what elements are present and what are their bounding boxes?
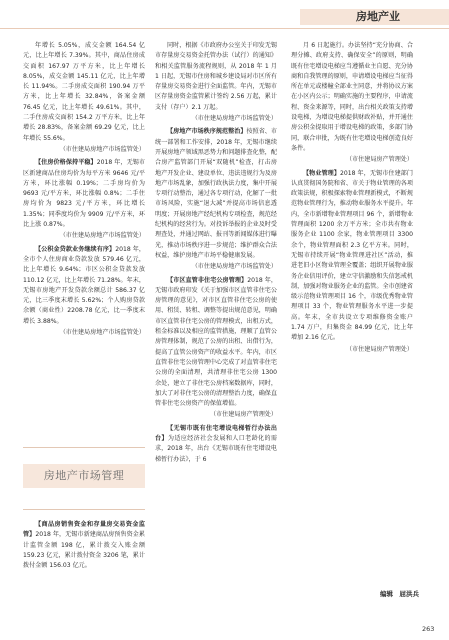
section-heading: 【市区直管非住宅公房管理】: [167, 276, 248, 284]
paragraph: [155, 127, 277, 261]
banner-divider: [23, 509, 145, 510]
page-header: [0, 0, 449, 36]
paragraph: [155, 276, 277, 410]
paragraph: 同时，根据《市政府办公室关于印发无锡市存量房交易资金托管办法（试行）的通知》和相关监管服务流程规则，从 2018 年 1 月 1 日起，无锡市住房和城乡建设局对市区所有存量房交易资金进行全面监管。年内，无锡市区存量房资金监管累计签约 2.56 万起，累计支付（存户）2.1 万起。: [155, 42, 277, 111]
banner-title: 房地产市场管理: [43, 469, 125, 482]
source-note: （市住建局房地产市场监管处）: [191, 263, 277, 271]
paragraph: [155, 424, 277, 465]
source-note: （市住建局房地产市场监管处）: [191, 115, 277, 123]
column-1-bottom: [23, 520, 145, 620]
section-title: 房地产业: [356, 10, 400, 23]
paragraph: [23, 158, 145, 230]
source-note: （市住建局房产管理处）: [209, 411, 277, 419]
source-note: （市住建局房产管理处）: [345, 156, 413, 164]
paragraph: [23, 245, 145, 327]
paragraph-body: 2018 年，无锡市新建商品房预售资金累计监管金额 198 亿，累计拨交入账金额 159.23 亿元，累计拨付资金 3206 笔，累计拨付金额 156.03 亿元。: [23, 531, 145, 570]
paragraph: [291, 169, 413, 344]
section-heading: 【房地产市场秩序规范整治】: [167, 128, 247, 136]
paragraph-body: 2018 年，无锡市政府印发《关于加强市区直管非住宅公房管理的意见》，对市区直管非住宅公房的使用、租赁、转租、调整等提出规范意见，明确市区直管非住宅公房的管理模式，出租方式，租金标准以及相应的监管措施，理顺了直管公房管理体制，规范了公房的出租、出借行为，提高了直管公房资产的收益水平。年内，市区直管非住宅公房管理中心完成了对直管非住宅公房的全面清理，共清理非住宅公房 1300 余处，建立了非住宅公房档案数据库，同时，加大了对非住宅公房的清理整治力度，确保直管非住宅公房资产的保值增值。: [155, 276, 277, 408]
editor-credit: 编辑 屈洪兵: [380, 590, 419, 598]
paragraph: 年增长 5.05%，成交金额 164.54 亿元，比上年增长 7.39%。其中，商品住房成交面积 167.97 万平方米，比上年增长 8.05%，成交金额 145.11 亿元，比上年增长 11.94%。二手房成交面积 190.94 万平方米，比上年增长 32.84%，备案金额 76.45 亿元，比上年增长 49.61%。其中，二手住房成交面积 154.2 万平方米，比上年增长 28.83%，备案金额 69.29 亿元，比上年增长 55.6%。: [23, 42, 145, 142]
source-note: （市住建局房地产市场监管处）: [59, 232, 145, 240]
section-heading: 【住房价格保持平稳】: [35, 159, 97, 167]
column-1: [23, 41, 145, 511]
section-heading: 【商品房销售资金和存量房交易资金监管】: [23, 521, 145, 539]
paragraph-body: 2018 年，无锡市区新建商品住房均价为每平方米 9646 元/平方米，环比涨幅 0.19%；二手房均价为 9693 元/平方米，环比涨幅 0.8%；二手住房均价为 9823 元/平方米，环比增长 1.35%；同季度均价为 9909 元/平方米，环比上涨 0.87%。: [23, 159, 145, 229]
paragraph-body: 2018 年，全市个人住房商业贷款发放 579.46 亿元，比上年增长 9.64%；市区公积金贷款发放 110.12 亿元，比上年增长 71.28%。年末，无锡市房地产开发贷款余额总计 586.37 亿元，比三季度末增长 5.62%；个人购房贷款余额（商业性）2208.78 亿元，比一季度末增长 3.88%。: [23, 245, 145, 325]
column-3: [291, 41, 413, 621]
column-2: [155, 41, 277, 621]
section-banner: [23, 447, 145, 510]
paragraph: [23, 520, 145, 571]
page-number: 263: [422, 625, 435, 633]
paragraph-body: 2018 年，无锡市住建部门认真贯彻国务院和省、市关于物业管理的各项政策法规，积极探索物业管理新模式，不断规范物业管理行为，推动物业服务水平提升。年内，全市新增物业管理项目 96 个，新增物业管理面积 1200 余万平方米；全市共有物业服务企业 1100 余家，物业管理项目 3300 余个，物业管理面积 2.3 亿平方米。同时，无锡市持续开展“物业管理进社区”活动，推进老旧小区物业管理全覆盖；组织开展物业服务企业信用评价，建立守信激励和失信惩戒机制，加强对物业服务企业的监管。全市创建省级示范物业管理项目 16 个，市级优秀物业管理项目 33 个，物业管理服务水平进一步提高。年末，全市共设立专项维修资金账户 1.74 万户，归集资金 84.99 亿元，比上年增加 2.16 亿元。: [291, 169, 413, 342]
header-divider: [0, 28, 449, 29]
paragraph-body: 为适应经济社会发展和人口老龄化的需求，2018 年，出台《无锡市既有住宅增设电梯暂行办法》，于 6: [155, 434, 277, 463]
section-heading: 【公积金贷款业务继续有序】: [35, 245, 116, 253]
section-heading: 【物业管理】: [303, 169, 341, 177]
section-heading: 【无锡市既有住宅增设电梯暂行办法出台】: [155, 424, 277, 442]
source-note: （市住建局房产管理处）: [345, 345, 413, 353]
source-note: （市住建局房地产市场监管处）: [59, 329, 145, 337]
paragraph-body: 按照省、市统一部署和工作安排，2018 年，无锡市继续开展房地产领域黑恶势力和问题排查化整，配合房产监管部门开展“双随机”检查，打击房地产开发企业、建设单位、违法违规行为及房地产市场乱象，加强行政执法力度，集中开展专项行动整治，通过各专项行动，化解了一批市场风险，实施“退大减”并提高市场信息透明度；开展房地产经纪机构专项检查，规范经纪机构的经营行为。对投诉举报的企业及时受理查处，并通过网站、报刊等新闻媒体进行曝光，推动市场秩序进一步规范；维护群众合法权益，维护房地产市场平稳健康发展。: [155, 128, 277, 259]
source-note: （市住建局房地产市场监管处）: [59, 145, 145, 153]
paragraph: 月 6 日起施行。办法坚持“充分协商、合理分摊、政府支持、确保安全”的原则，明确既有住宅增设电梯应当遵循业主自愿、充分协商和自我管理的原则，申请增设电梯应当征得所在单元或楼幢全部业主同意，并将协议方案在小区内公示；明确实施的主要程序，申请流程、资金来源等，同时，出台相关政策支持增设电梯，为增设电梯提供财政补贴，并开通住房公积金提取用于增设电梯的政策，多部门协同，联合审批，为既有住宅增设电梯创造良好条件。: [291, 42, 413, 152]
